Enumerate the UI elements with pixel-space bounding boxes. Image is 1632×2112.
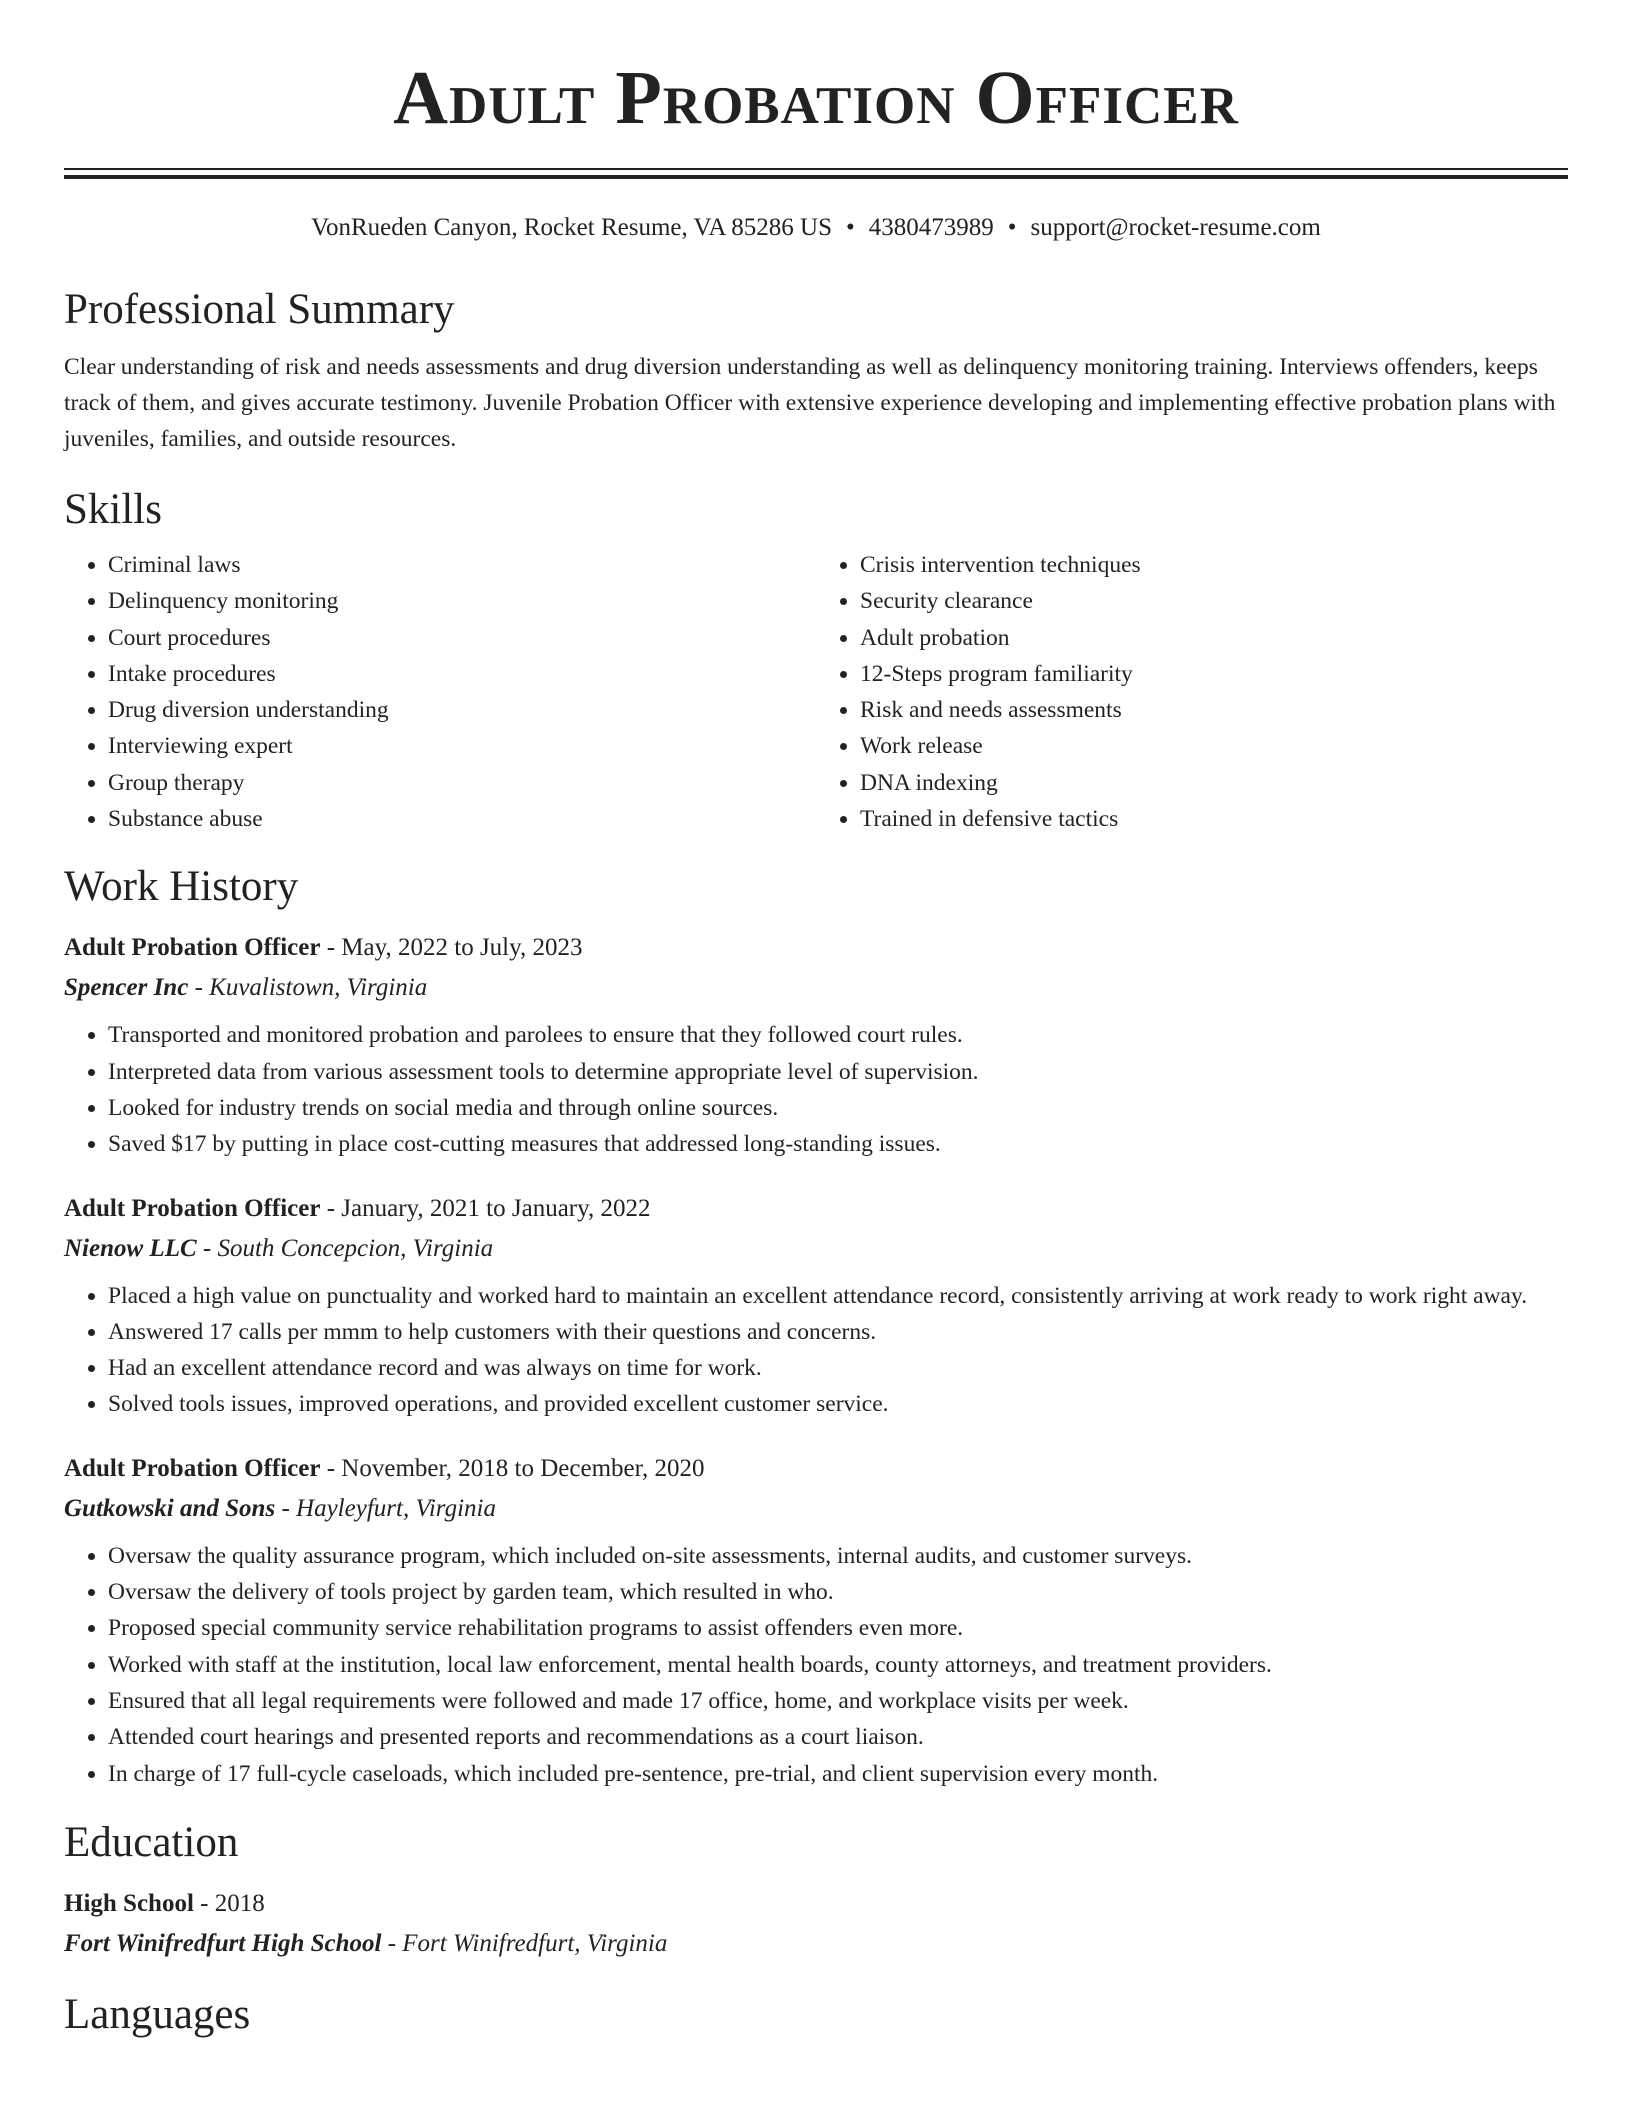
- skill-item: • Intake procedures: [108, 656, 816, 692]
- job-entry: [64, 928, 1568, 1162]
- job-dates: - May, 2022 to July, 2023: [320, 934, 583, 962]
- job-location: - Hayleyfurt, Virginia: [275, 1494, 496, 1522]
- job-bullets: [64, 1538, 1568, 1792]
- contact-phone: 4380473989: [868, 214, 994, 241]
- skill-item: • Adult probation: [860, 620, 1568, 656]
- job-dates: - January, 2021 to January, 2022: [320, 1194, 651, 1222]
- education-year: - 2018: [193, 1889, 265, 1917]
- work-history-heading: Work History: [64, 863, 299, 911]
- job-company-line: [64, 1229, 1568, 1269]
- job-bullet: • Oversaw the quality assurance program, which included on-site assessments, internal audits, and customer surveys.: [108, 1538, 1568, 1574]
- summary-text: Clear understanding of risk and needs assessments and drug diversion understanding as well as delinquency monitoring training. Interviews offenders, keeps track of them, and gives accurate testimony. Juvenile Probation Officer with extensive experience developing and implementing effective probation plans with juveniles, families, and outside resources.: [64, 354, 1556, 452]
- skill-item: • Risk and needs assessments: [860, 692, 1568, 728]
- contact-line: [64, 213, 1568, 243]
- skill-item: • Trained in defensive tactics: [860, 801, 1568, 837]
- skill-item: • Crisis intervention techniques: [860, 547, 1568, 583]
- education-school: Fort Winifredfurt High School: [64, 1929, 382, 1957]
- job-bullet: • Worked with staff at the institution, local law enforcement, mental health boards, county attorneys, and treatment providers.: [108, 1647, 1568, 1683]
- contact-email: support@rocket-resume.com: [1030, 214, 1321, 241]
- skill-item: • Court procedures: [108, 620, 816, 656]
- skill-item: • Interviewing expert: [108, 728, 816, 764]
- job-bullet: • Placed a high value on punctuality and worked hard to maintain an excellent attendance record, consistently arriving at work ready to work right away.: [108, 1278, 1568, 1314]
- skill-item: • Criminal laws: [108, 547, 816, 583]
- job-location: - Kuvalistown, Virginia: [188, 974, 428, 1002]
- skill-item: • DNA indexing: [860, 765, 1568, 801]
- contact-separator: •: [846, 214, 855, 241]
- contact-separator: •: [1007, 214, 1017, 241]
- education-degree-line: [64, 1884, 1568, 1924]
- job-company: Spencer Inc: [64, 974, 189, 1002]
- title-divider-thin: [64, 168, 1568, 170]
- job-bullet: • Proposed special community service rehabilitation programs to assist offenders even more.: [108, 1610, 1568, 1646]
- skill-item: • Group therapy: [108, 765, 816, 801]
- education-school-line: [64, 1924, 1568, 1964]
- job-company: Gutkowski and Sons: [64, 1494, 276, 1522]
- job-bullet: • Oversaw the delivery of tools project by garden team, which resulted in who.: [108, 1574, 1568, 1610]
- skills-list-right: [816, 547, 1568, 837]
- title-divider-thick: [64, 175, 1568, 179]
- job-company-line: [64, 968, 1568, 1008]
- job-bullet: • Looked for industry trends on social media and through online sources.: [108, 1090, 1568, 1126]
- job-bullets: [64, 1278, 1568, 1423]
- job-company: Nienow LLC: [64, 1234, 197, 1262]
- job-title-line: [64, 928, 1568, 968]
- skills-list-left: [64, 547, 816, 837]
- job-bullet: • Ensured that all legal requirements were followed and made 17 office, home, and workplace visits per week.: [108, 1683, 1568, 1719]
- job-title: Adult Probation Officer: [64, 1454, 321, 1482]
- skill-item: • Delinquency monitoring: [108, 583, 816, 619]
- job-title: Adult Probation Officer: [64, 934, 321, 962]
- languages-heading: Languages: [64, 1990, 251, 2038]
- job-bullets: [64, 1017, 1568, 1162]
- resume-page: [64, 0, 1568, 2040]
- education-location: - Fort Winifredfurt, Virginia: [381, 1929, 668, 1957]
- skills-heading: Skills: [64, 486, 162, 533]
- job-bullet: • In charge of 17 full-cycle caseloads, which included pre-sentence, pre-trial, and client supervision every month.: [108, 1756, 1568, 1792]
- contact-address: VonRueden Canyon, Rocket Resume, VA 85286 US: [311, 214, 832, 241]
- education-heading: Education: [64, 1818, 239, 1866]
- job-company-line: [64, 1489, 1568, 1529]
- job-entry: [64, 1189, 1568, 1423]
- job-bullet: • Answered 17 calls per mmm to help customers with their questions and concerns.: [108, 1314, 1568, 1350]
- education-entry: [64, 1884, 1568, 1964]
- job-bullet: • Attended court hearings and presented reports and recommendations as a court liaison.: [108, 1719, 1568, 1755]
- skill-item: • Substance abuse: [108, 801, 816, 837]
- education-degree: High School: [64, 1889, 194, 1917]
- skill-item: • 12-Steps program familiarity: [860, 656, 1568, 692]
- job-title: Adult Probation Officer: [64, 1194, 321, 1222]
- job-bullet: • Had an excellent attendance record and was always on time for work.: [108, 1350, 1568, 1386]
- summary-heading: Professional Summary: [64, 286, 455, 333]
- skills-grid: [64, 547, 1568, 837]
- job-dates: - November, 2018 to December, 2020: [320, 1454, 705, 1482]
- job-title-line: [64, 1189, 1568, 1229]
- resume-title: Adult Probation Officer: [393, 56, 1239, 140]
- job-bullet: • Solved tools issues, improved operations, and provided excellent customer service.: [108, 1386, 1568, 1422]
- job-title-line: [64, 1449, 1568, 1489]
- job-entry: [64, 1449, 1568, 1792]
- job-bullet: • Interpreted data from various assessment tools to determine appropriate level of supervision.: [108, 1054, 1568, 1090]
- job-location: - South Concepcion, Virginia: [196, 1234, 494, 1262]
- skill-item: • Work release: [860, 728, 1568, 764]
- job-bullet: • Saved $17 by putting in place cost-cutting measures that addressed long-standing issues.: [108, 1126, 1568, 1162]
- job-bullet: • Transported and monitored probation and parolees to ensure that they followed court rules.: [108, 1017, 1568, 1053]
- skill-item: • Drug diversion understanding: [108, 692, 816, 728]
- skill-item: • Security clearance: [860, 583, 1568, 619]
